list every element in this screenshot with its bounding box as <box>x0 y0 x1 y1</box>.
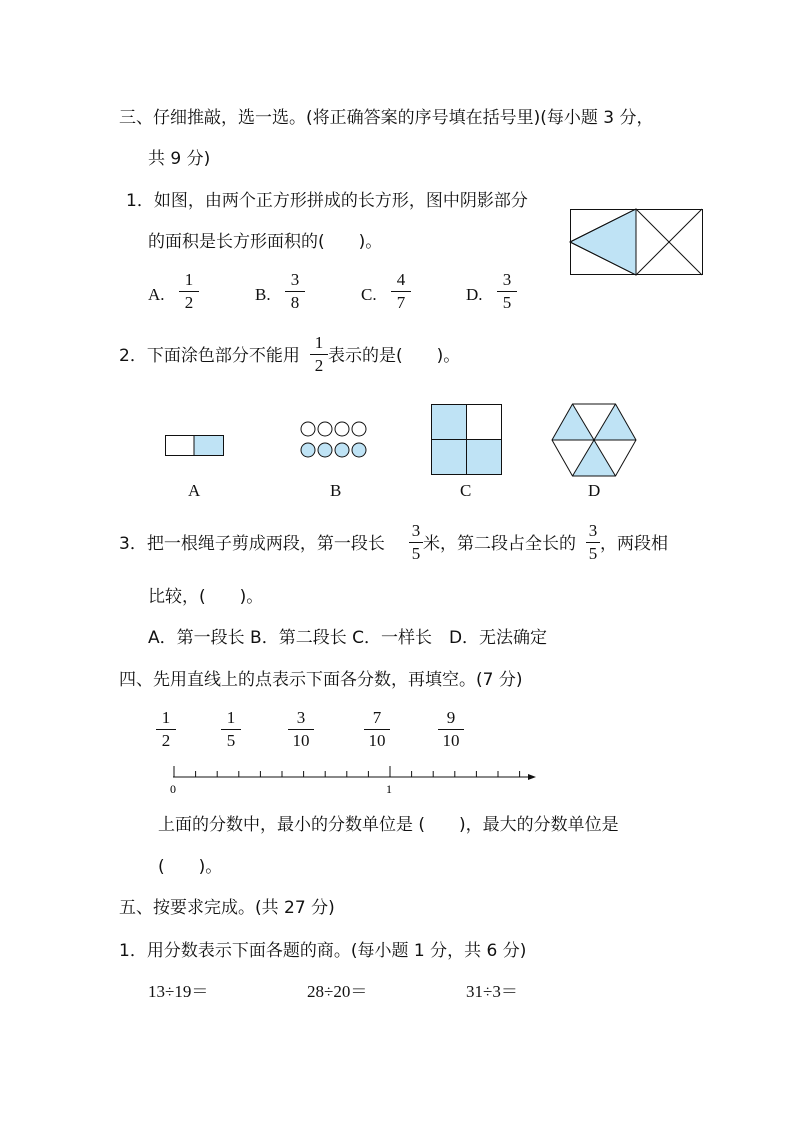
number-line-ticks <box>174 766 520 777</box>
section3-title: 三、仔细推敲，选一选。(将正确答案的序号填在括号里)(每小题 3 分， <box>119 108 654 128</box>
s4-fill-line2: ( )。 <box>158 857 223 877</box>
q3-part1: 3．把一根绳子剪成两段，第一段长 <box>119 534 385 554</box>
q3-fraction-2: 3 5 <box>586 522 600 563</box>
q1-option-c-fraction: 4 7 <box>391 271 411 312</box>
q1-line2: 的面积是长方形面积的( )。 <box>148 232 383 252</box>
number-line <box>160 760 540 800</box>
q1-option-b-fraction: 3 8 <box>285 271 305 312</box>
s4-fraction-4: 7 10 <box>364 709 390 750</box>
q1-line1: 1．如图，由两个正方形拼成的长方形，图中阴影部分 <box>126 191 528 211</box>
q3-options: A．第一段长 B．第二段长 C．一样长 D．无法确定 <box>148 628 548 648</box>
s4-fraction-2: 1 5 <box>221 709 241 750</box>
q2-fraction: 1 2 <box>310 334 328 375</box>
q2-figure-b <box>300 421 370 459</box>
q3-fraction-1: 3 5 <box>409 522 423 563</box>
q3-part3: ，两段相 <box>600 534 668 554</box>
q1-rectangle-figure <box>570 209 703 275</box>
s4-fraction-1: 1 2 <box>156 709 176 750</box>
expr-1: 13÷19＝ <box>148 982 209 1001</box>
section3-title-cont: 共 9 分) <box>148 149 211 169</box>
q2-figure-d <box>551 403 637 477</box>
q1-option-a-label: A. <box>148 285 165 304</box>
s4-fill-line1: 上面的分数中，最小的分数单位是 ( )，最大的分数单位是 <box>158 815 619 835</box>
q2-label-b: B <box>330 481 342 500</box>
expr-2: 28÷20＝ <box>307 982 368 1001</box>
s4-fraction-5: 9 10 <box>438 709 464 750</box>
q3-line2: 比较，( )。 <box>148 587 264 607</box>
q1-option-d-fraction: 3 5 <box>497 271 517 312</box>
q2-figure-a <box>165 435 225 457</box>
q2-label-d: D <box>588 481 601 500</box>
q1-option-d-label: D. <box>466 285 483 304</box>
s4-fraction-3: 3 10 <box>288 709 314 750</box>
q1-option-b-label: B. <box>255 285 271 304</box>
q1-option-a-fraction: 1 2 <box>179 271 199 312</box>
section5-q1-title: 1．用分数表示下面各题的商。(每小题 1 分，共 6 分) <box>119 941 527 961</box>
axis-zero-label: 0 <box>170 782 176 796</box>
q2-figure-c <box>431 404 503 475</box>
expr-3: 31÷3＝ <box>466 982 518 1001</box>
axis-one-label: 1 <box>386 782 392 796</box>
q2-label-c: C <box>460 481 472 500</box>
section4-title: 四、先用直线上的点表示下面各分数，再填空。(7 分) <box>119 670 523 690</box>
q2-text-before: 2．下面涂色部分不能用 <box>119 346 300 366</box>
section5-title: 五、按要求完成。(共 27 分) <box>119 898 335 918</box>
q3-part2: 米，第二段占全长的 <box>423 534 576 554</box>
q2-text-after: 表示的是( )。 <box>328 346 461 366</box>
q1-option-c-label: C. <box>361 285 377 304</box>
q2-label-a: A <box>188 481 201 500</box>
